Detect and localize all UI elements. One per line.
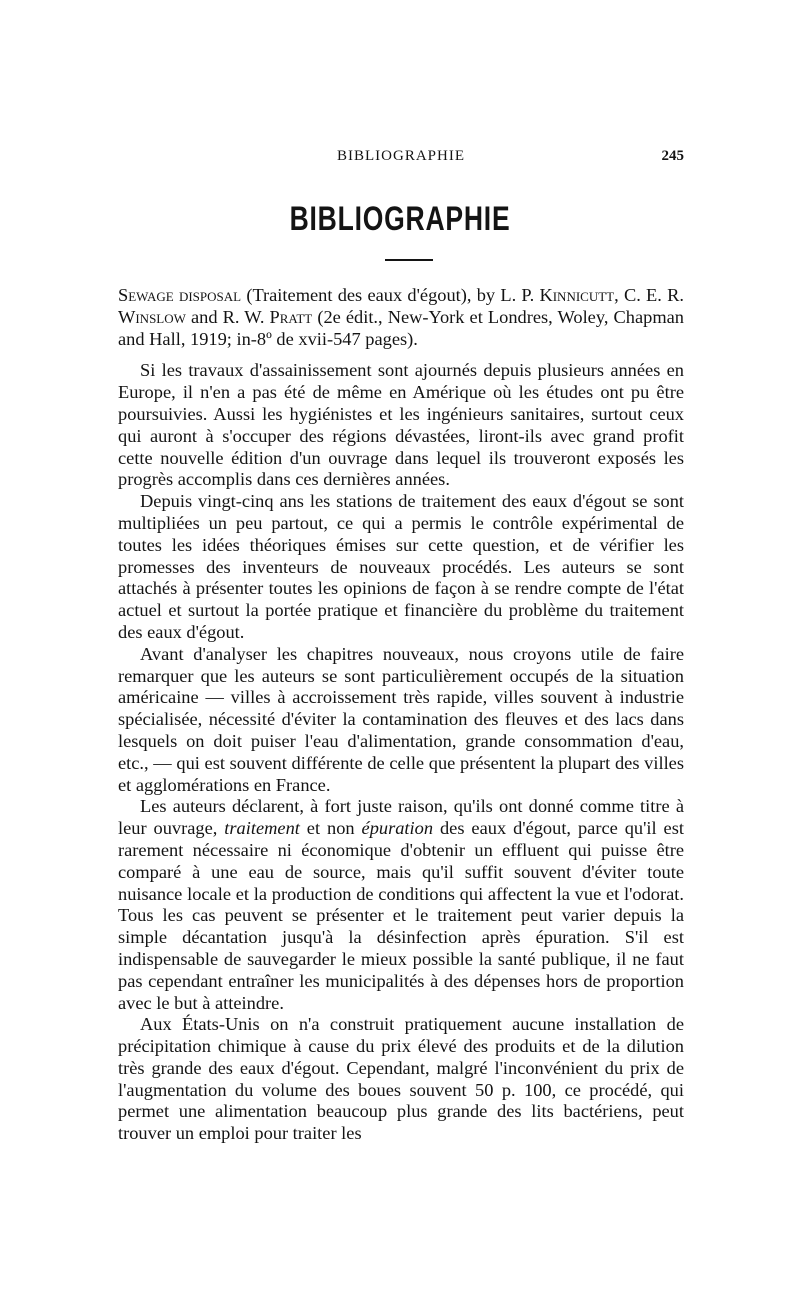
separator: and [185, 306, 223, 327]
author-name: L. P. Kinnicutt [500, 285, 615, 305]
paragraph-text: des eaux d'égout, parce qu'il est rarement nécessaire ni économique d'obtenir un effluent qui puisse être comparé à une eau de source, mais qu'il suffit souvent d'éviter toute nuisance locale et la production de conditions qui affectent la vue et l'odorat. Tous les cas peuvent se présenter et le traitement peut varier depuis la simple décantation jusqu'à la désinfection après épuration. S'il est indispensable de sauvegarder le mieux possible la santé publique, il ne faut pas cependant entraîner les municipalités à des dépenses hors de proportion avec le but à atteindre. [118, 818, 684, 1013]
author-name: C. E. R. Winslow [118, 285, 684, 327]
paragraph: Aux États-Unis on n'a construit pratiquement aucune installation de précipitation chimique à cause du prix élevé des produits et de la dilution très grande des eaux d'égout. Cependant, malgré l'inconvénient du prix de l'augmentation du volume des boues souvent 50 p. 100, ce procédé, qui permet une alimentation beaucoup plus grande des lits bactériens, peut trouver un emploi pour traiter les [118, 1014, 684, 1144]
author-name: R. W. Pratt [222, 306, 313, 327]
running-head [118, 148, 684, 172]
reference-text: (Traitement des eaux d'égout), by [241, 285, 501, 305]
separator: , [614, 285, 624, 305]
page-title: BIBLIOGRAPHIE [289, 200, 511, 238]
paragraph: Si les travaux d'assainissement sont ajournés depuis plusieurs années en Europe, il n'en a pas été de même en Amérique où les études ont pu être poursuivies. Aussi les hygiénistes et les ingénieurs sanitaires, surtout ceux qui auront à s'occuper des régions dévastées, liront-ils avec grand profit cette nouvelle édition d'un ouvrage dans lequel ils trouveront exposés les progrès accomplis dans ces dernières années. [118, 360, 684, 490]
running-title: BIBLIOGRAPHIE [337, 148, 465, 164]
paragraph: Depuis vingt-cinq ans les stations de traitement des eaux d'égout se sont multipliées un peu partout, ce qui a permis le contrôle expérimental de toutes les idées théoriques émises sur cette question, et de vérifier les promesses des inventeurs de nouveaux procédés. Les auteurs se sont attachés à présenter toutes les opinions de façon à se rendre compte de l'état actuel et surtout la portée pratique et financière du problème du traitement des eaux d'égout. [118, 491, 684, 642]
emphasis-text: traitement [224, 818, 300, 839]
emphasis-text: épuration [361, 818, 434, 839]
reference-text: (2e édit., New-York et Londres, Woley, Chapman and Hall, 1919; in-8º de xvii-547 pages). [118, 306, 684, 349]
paragraph-text: et non [299, 818, 362, 839]
paragraph-text: Les auteurs déclarent, à fort juste raison, qu'ils ont donné comme titre à leur ouvrage, [118, 796, 684, 839]
page-number: 245 [661, 148, 684, 164]
paragraph: Avant d'analyser les chapitres nouveaux, nous croyons utile de faire remarquer que les auteurs se sont particulièrement occupés de la situation américaine — villes à accroissement très rapide, villes souvent à industrie spécialisée, nécessité d'éviter la contamination des fleuves et des lacs dans lesquels on doit puiser l'eau d'alimentation, grande consommation d'eau, etc., — qui est souvent différente de celle que présentent la plupart des villes et agglomérations en France. [118, 643, 684, 795]
paragraph [118, 796, 684, 1014]
title-divider [385, 259, 433, 261]
work-title: Sewage disposal [118, 285, 242, 305]
bibliographic-reference [118, 285, 684, 350]
body-text [118, 285, 684, 1145]
